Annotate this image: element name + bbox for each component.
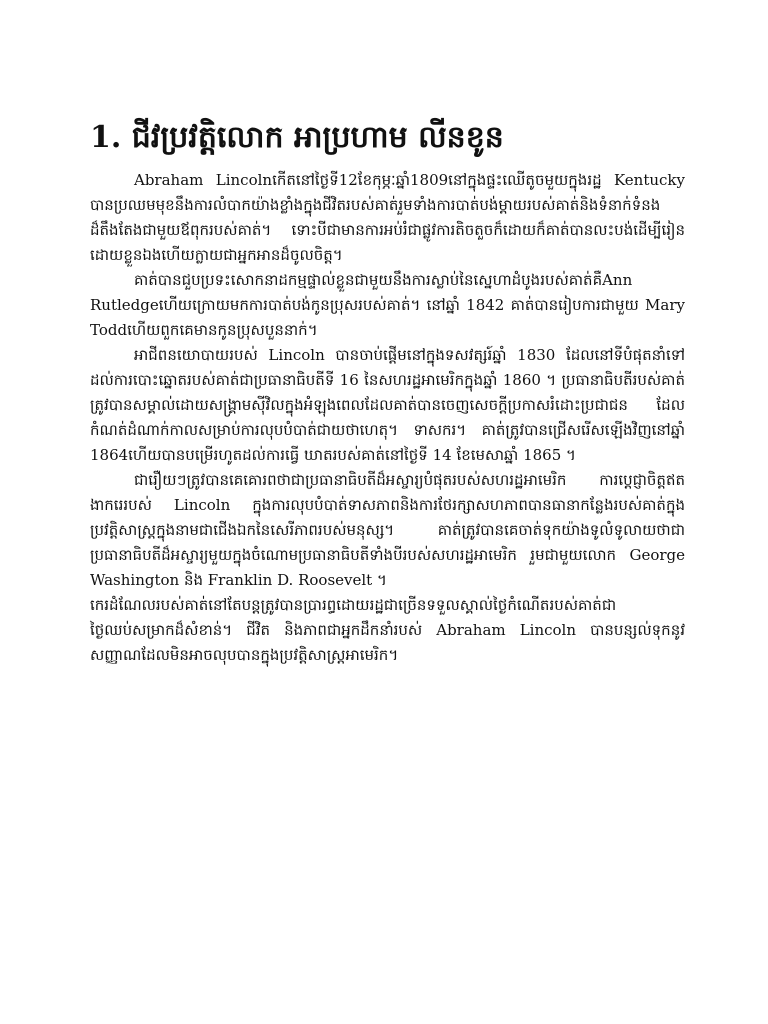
paragraph-early-life: Abraham Lincolnកើតនៅថ្ងៃទី12ខែកុម្ភៈឆ្នាំ1809នៅក្នុងផ្ទះឈើតូចមួយក្នុងរដ្ឋ Kentucky បានប្រឈមមុខនឹងការលំបាកយ៉ាងខ្លាំងក្នុងជីវិតរបស់គាត់រួមទាំងការបាត់បង់ម្ដាយរបស់គាត់និងទំនាក់ទំនងដ៏តឹងតែងជាមួយឪពុករបស់គាត់។ ទោះបីជាមានការអប់រំជាផ្លូវការតិចតួចក៏ដោយក៏គាត់បានលះបង់ដើម្បីរៀនដោយខ្លួនឯងហើយក្លាយជាអ្នកអានដ៏ចូលចិត្ត។ bbox=[90, 171, 685, 264]
paragraph-personal-tragedy: គាត់បានជួបប្រទះសោកនាដកម្មផ្ទាល់ខ្លួនជាមួយនឹងការស្លាប់នៃស្នេហាដំបូងរបស់គាត់គឺAnn Rutledgeហើយក្រោយមកការបាត់បង់កូនប្រុសរបស់គាត់។ នៅឆ្នាំ 1842 គាត់បានរៀបការជាមួយ Mary Toddហើយពួកគេមានកូនប្រុសបួននាក់។ bbox=[90, 271, 685, 339]
paragraph-legacy: កេរដំណែលរបស់គាត់នៅតែបន្តត្រូវបានប្រារព្ធដោយរដ្ឋជាច្រើនទទួលស្គាល់ថ្ងៃកំណើតរបស់គាត់ជាថ្ងៃឈប់សម្រាកដ៏សំខាន់។ ជីវិត និងភាពជាអ្នកដឹកនាំរបស់ Abraham Lincoln បានបន្សល់ទុកនូវសញ្ញាណដែលមិនអាចលុបបានក្នុងប្រវត្តិសាស្ត្រអាមេរិក។ bbox=[90, 596, 685, 664]
paragraph-political-career: អាជីពនយោបាយរបស់ Lincoln បានចាប់ផ្ដើមនៅក្នុងទសវត្សរ៍ឆ្នាំ 1830 ដែលនៅទីបំផុតនាំទៅដល់ការបោះឆ្នោតរបស់គាត់ជាប្រធានាធិបតីទី 16 នៃសហរដ្ឋអាមេរិកក្នុងឆ្នាំ 1860 ។ ប្រធានាធិបតីរបស់គាត់ត្រូវបានសម្គាល់ដោយសង្គ្រាមស៊ីវិលក្នុងអំឡុងពេលដែលគាត់បានចេញសេចក្ដីប្រកាសរំដោះប្រជាជន ដែលកំណត់ដំណាក់កាលសម្រាប់ការលុបបំបាត់ជាយថាហេតុ។ ទាសករ។ គាត់ត្រូវបានជ្រើសរើសឡើងវិញនៅឆ្នាំ 1864ហើយបានបម្រើរហូតដល់ការធ្វើ ឃាតរបស់គាត់នៅថ្ងៃទី 14 ខែមេសាឆ្នាំ 1865 ។ bbox=[90, 346, 685, 464]
document-page bbox=[90, 118, 685, 668]
paragraph-reputation: ជារឿយៗត្រូវបានគេគោរពថាជាប្រធានាធិបតីដ៏អស្ចារ្យបំផុតរបស់សហរដ្ឋអាមេរិក ការប្ដេជ្ញាចិត្តឥតងាករេរបស់ Lincoln ក្នុងការលុបបំបាត់ទាសភាពនិងការថែរក្សាសហភាពបានធានាកន្លែងរបស់គាត់ក្នុងប្រវត្តិសាស្ត្រក្នុងនាមជាជើងឯកនៃសេរីភាពរបស់មនុស្ស។ គាត់ត្រូវបានគេចាត់ទុកយ៉ាងទូលំទូលាយថាជាប្រធានាធិបតីដ៏អស្ចារ្យមួយក្នុងចំណោមប្រធានាធិបតីទាំងបីរបស់សហរដ្ឋអាមេរិក រួមជាមួយលោក George Washington និង Franklin D. Roosevelt ។ bbox=[90, 471, 685, 589]
document-title: 1. ជីវប្រវត្តិលោក អាប្រហាម លីនខូន bbox=[90, 120, 504, 155]
